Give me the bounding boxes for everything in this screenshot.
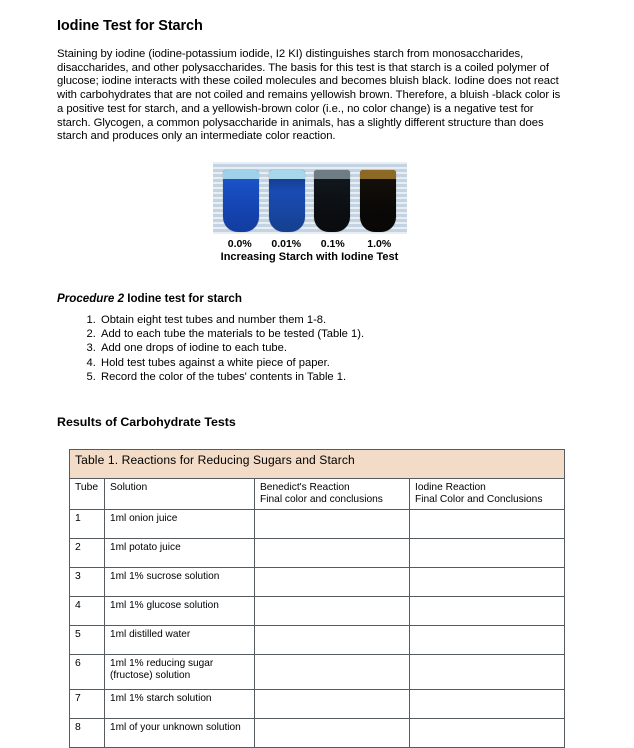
row-solution: 1ml onion juice [105, 509, 255, 538]
row-iodine-result[interactable] [410, 567, 565, 596]
table-caption: Table 1. Reactions for Reducing Sugars and Starch [70, 449, 565, 478]
row-tube-number: 3 [70, 567, 105, 596]
tube-4-foam [360, 170, 396, 179]
row-iodine-result[interactable] [410, 654, 565, 689]
row-benedicts-result[interactable] [255, 509, 410, 538]
header-tube: Tube [70, 478, 105, 509]
row-iodine-result[interactable] [410, 596, 565, 625]
row-tube-number: 8 [70, 718, 105, 747]
row-solution [105, 654, 255, 689]
table-row [70, 538, 565, 567]
row-benedicts-result[interactable] [255, 625, 410, 654]
row-iodine-result[interactable] [410, 718, 565, 747]
row-tube-number: 4 [70, 596, 105, 625]
row-tube-number: 1 [70, 509, 105, 538]
table-row [70, 654, 565, 689]
procedure-heading [57, 292, 582, 305]
test-tubes-photo [213, 162, 407, 234]
tube-label-2: 0.01% [271, 237, 302, 250]
test-tube-2 [269, 170, 305, 232]
starch-iodine-figure [57, 162, 562, 263]
row-iodine-result[interactable] [410, 509, 565, 538]
header-iodine-line2: Final Color and Conclusions [415, 493, 543, 505]
header-solution: Solution [105, 478, 255, 509]
row-solution: 1ml 1% glucose solution [105, 596, 255, 625]
row-tube-number: 7 [70, 689, 105, 718]
row-solution: 1ml 1% starch solution [105, 689, 255, 718]
results-table [69, 449, 565, 748]
header-iodine-reaction [410, 478, 565, 509]
header-benedicts-line1: Benedict's Reaction [260, 481, 350, 493]
row-iodine-result[interactable] [410, 689, 565, 718]
row-benedicts-result[interactable] [255, 718, 410, 747]
tube-label-4: 1.0% [367, 237, 392, 250]
row-solution-line1: 1ml 1% reducing sugar [110, 657, 214, 669]
row-solution: 1ml 1% sucrose solution [105, 567, 255, 596]
row-benedicts-result[interactable] [255, 654, 410, 689]
test-tube-3 [314, 170, 350, 232]
tube-2-foam [269, 170, 305, 179]
row-benedicts-result[interactable] [255, 567, 410, 596]
procedure-steps [57, 313, 582, 384]
row-benedicts-result[interactable] [255, 538, 410, 567]
row-benedicts-result[interactable] [255, 596, 410, 625]
procedure-step: 5. Record the color of the tubes' contents in Table 1. [99, 370, 582, 384]
row-tube-number: 2 [70, 538, 105, 567]
table-row [70, 509, 565, 538]
table-row [70, 567, 565, 596]
row-iodine-result[interactable] [410, 538, 565, 567]
table-header-row [70, 478, 565, 509]
row-tube-number: 5 [70, 625, 105, 654]
results-heading: Results of Carbohydrate Tests [57, 414, 236, 429]
tube-label-3: 0.1% [320, 237, 345, 250]
row-solution: 1ml of your unknown solution [105, 718, 255, 747]
tube-1-foam [223, 170, 259, 179]
procedure-label: Procedure 2 [57, 291, 125, 305]
test-tube-1 [223, 170, 259, 232]
tube-percent-labels [213, 238, 407, 250]
procedure-step: 4. Hold test tubes against a white piece of paper. [99, 356, 582, 370]
header-iodine-line1: Iodine Reaction [415, 481, 486, 493]
results-table-wrap [69, 449, 564, 748]
procedure-step: 2. Add to each tube the materials to be tested (Table 1). [99, 327, 582, 341]
procedure-step: 3. Add one drops of iodine to each tube. [99, 341, 582, 355]
tube-3-foam [314, 170, 350, 179]
row-solution: 1ml potato juice [105, 538, 255, 567]
row-solution-line2: (fructose) solution [110, 669, 191, 681]
table-row [70, 718, 565, 747]
row-tube-number: 6 [70, 654, 105, 689]
table-row [70, 689, 565, 718]
figure-caption: Increasing Starch with Iodine Test [220, 250, 399, 263]
table-row [70, 625, 565, 654]
header-benedicts-line2: Final color and conclusions [260, 493, 383, 505]
page-title: Iodine Test for Starch [57, 18, 203, 34]
row-benedicts-result[interactable] [255, 689, 410, 718]
tube-label-1: 0.0% [227, 237, 252, 250]
test-tube-4 [360, 170, 396, 232]
intro-paragraph: Staining by iodine (iodine-potassium iodide, I2 KI) distinguishes starch from monosaccharides, disaccharides, and other polysaccharides. The basis for this test is that starch is a coiled polymer of glucose; iodine interacts with these coiled molecules and becomes bluish black. Iodine does not react with carbohydrates that are not coiled and remains yellowish brown. Therefore, a bluish -black color is a positive test for starch, and a yellowish-brown color (i.e., no color change) is a negative test for starch. Glycogen, a common polysaccharide in animals, has a slightly different structure than does starch and produces only an intermediate color reaction. [57, 48, 561, 143]
procedure-title: Iodine test for starch [124, 291, 242, 305]
table-caption-row [70, 449, 565, 478]
row-iodine-result[interactable] [410, 625, 565, 654]
procedure-step: 1. Obtain eight test tubes and number them 1-8. [99, 313, 582, 327]
row-solution: 1ml distilled water [105, 625, 255, 654]
table-row [70, 596, 565, 625]
header-benedicts-reaction [255, 478, 410, 509]
